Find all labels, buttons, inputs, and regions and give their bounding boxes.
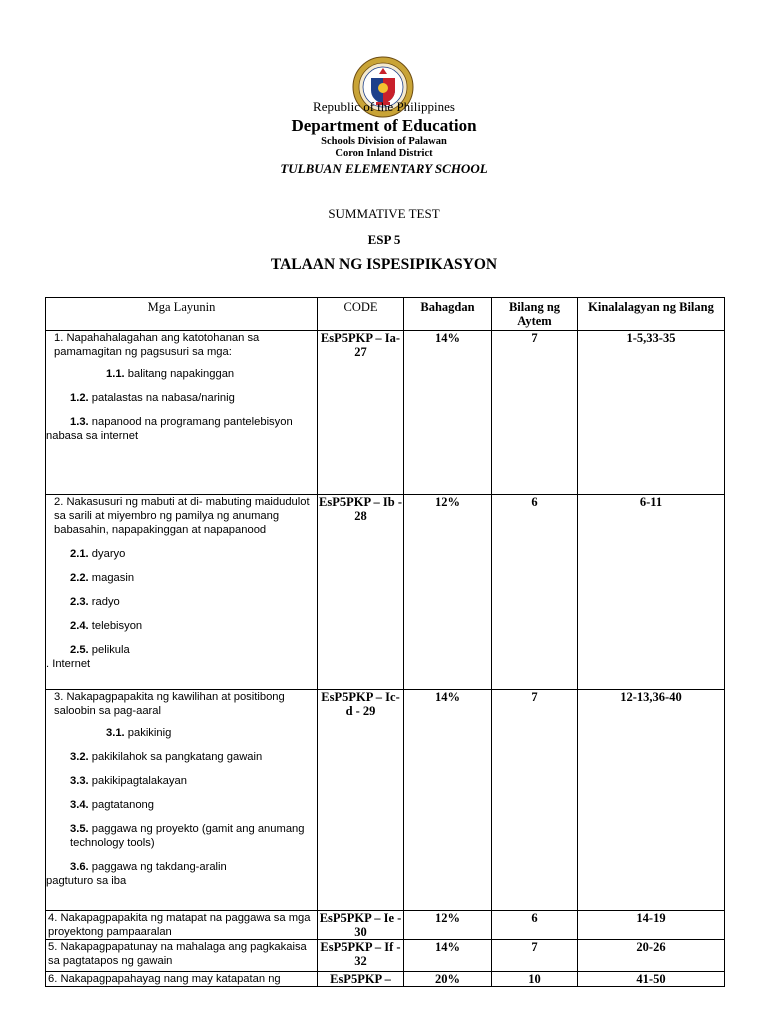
objective-text: 6. Nakapagpapahayag nang may katapatan ng (48, 973, 281, 985)
items-cell: 7 (492, 331, 578, 495)
code-cell: EsP5PKP – Ie - 30 (318, 911, 404, 940)
placement-cell: 1-5,33-35 (578, 331, 725, 495)
col-header-objectives: Mga Layunin (46, 298, 318, 331)
table-row (46, 690, 725, 911)
items-cell: 7 (492, 940, 578, 972)
col-header-placement: Kinalalagyan ng Bilang (578, 298, 725, 331)
sub-objective: 1.1. balitang napakinggan (106, 368, 235, 380)
table-title: TALAAN NG ISPESIPIKASYON (270, 256, 498, 273)
table-header-row (46, 298, 725, 331)
placement-cell: 14-19 (578, 911, 725, 940)
objective-text: 4. Nakapagpapakita ng matapat na paggawa sa mga proyektong pampaaralan (48, 912, 311, 938)
items-cell: 10 (492, 972, 578, 987)
objective-text: 5. Nakapagpapatunay na mahalaga ang pagkakaisa sa pagtatapos ng gawain (48, 941, 307, 967)
sub-objective: 1.2. patalastas na nabasa/narinig (70, 392, 235, 404)
objective-cell (46, 972, 318, 987)
sub-objective: 1.3. napanood na programang pantelebisyon (70, 416, 293, 428)
department-name: Department of Education (291, 116, 477, 135)
sub-objective: 2.1. dyaryo (70, 548, 126, 560)
sub-objective: 2.2. magasin (70, 572, 135, 584)
code-cell: EsP5PKP – Ic-d - 29 (318, 690, 404, 911)
sub-objective: 3.4. pagtatanong (70, 799, 154, 811)
table-row (46, 972, 725, 987)
school-name: TULBUAN ELEMENTARY SCHOOL (280, 161, 488, 176)
percent-cell: 14% (404, 940, 492, 972)
sub-objective: 3.6. paggawa ng takdang-aralin (70, 861, 227, 873)
table-row (46, 940, 725, 972)
items-cell: 7 (492, 690, 578, 911)
subject: ESP 5 (367, 232, 401, 247)
percent-cell: 14% (404, 690, 492, 911)
test-title: SUMMATIVE TEST (328, 206, 440, 221)
code-cell: EsP5PKP – Ib - 28 (318, 495, 404, 690)
sub-objective: 3.2. pakikilahok sa pangkatang gawain (70, 751, 263, 763)
objective-tail: . Internet (46, 658, 91, 670)
col-header-code: CODE (318, 298, 404, 331)
specification-table (45, 297, 725, 987)
percent-cell: 12% (404, 911, 492, 940)
placement-cell: 20-26 (578, 940, 725, 972)
items-cell: 6 (492, 911, 578, 940)
objective-cell (46, 331, 318, 495)
division-name: Schools Division of Palawan (321, 136, 447, 147)
sub-objective: 3.3. pakikipagtalakayan (70, 775, 187, 787)
objective-text: 2. Nakasusuri ng mabuti at di- mabuting maidudulot sa sarili at miyembro ng pamilya ng anumang babasahin, napapakinggan at napapanood (54, 496, 310, 536)
code-cell: EsP5PKP – Ia- 27 (318, 331, 404, 495)
col-header-percent: Bahagdan (404, 298, 492, 331)
items-cell: 6 (492, 495, 578, 690)
code-cell: EsP5PKP – (318, 972, 404, 987)
percent-cell: 14% (404, 331, 492, 495)
objective-cell (46, 495, 318, 690)
district-name: Coron Inland District (335, 148, 433, 159)
percent-cell: 20% (404, 972, 492, 987)
placement-cell: 6-11 (578, 495, 725, 690)
sub-objective: 2.3. radyo (70, 596, 120, 608)
code-cell: EsP5PKP – If - 32 (318, 940, 404, 972)
republic-line: Republic of the Philippines (313, 99, 455, 114)
sub-objective: 2.5. pelikula (70, 644, 130, 656)
objective-text: 1. Napahahalagahan ang katotohanan sa pamamagitan ng pagsusuri sa mga: (54, 332, 260, 358)
table-row (46, 911, 725, 940)
sub-objective: 2.4. telebisyon (70, 620, 143, 632)
objective-text: 3. Nakapagpapakita ng kawilihan at positibong saloobin sa pag-aaral (54, 691, 285, 717)
sub-objective: 3.1. pakikinig (106, 727, 172, 739)
col-header-items: Bilang ng Aytem (492, 298, 578, 331)
objective-cell (46, 911, 318, 940)
percent-cell: 12% (404, 495, 492, 690)
placement-cell: 41-50 (578, 972, 725, 987)
table-row (46, 495, 725, 690)
placement-cell: 12-13,36-40 (578, 690, 725, 911)
table-row (46, 331, 725, 495)
objective-tail: nabasa sa internet (46, 430, 139, 442)
objective-cell (46, 690, 318, 911)
objective-tail: pagtuturo sa iba (46, 875, 127, 887)
objective-cell (46, 940, 318, 972)
sub-objective: 3.5. paggawa ng proyekto (gamit ang anumang technology tools) (70, 823, 305, 849)
